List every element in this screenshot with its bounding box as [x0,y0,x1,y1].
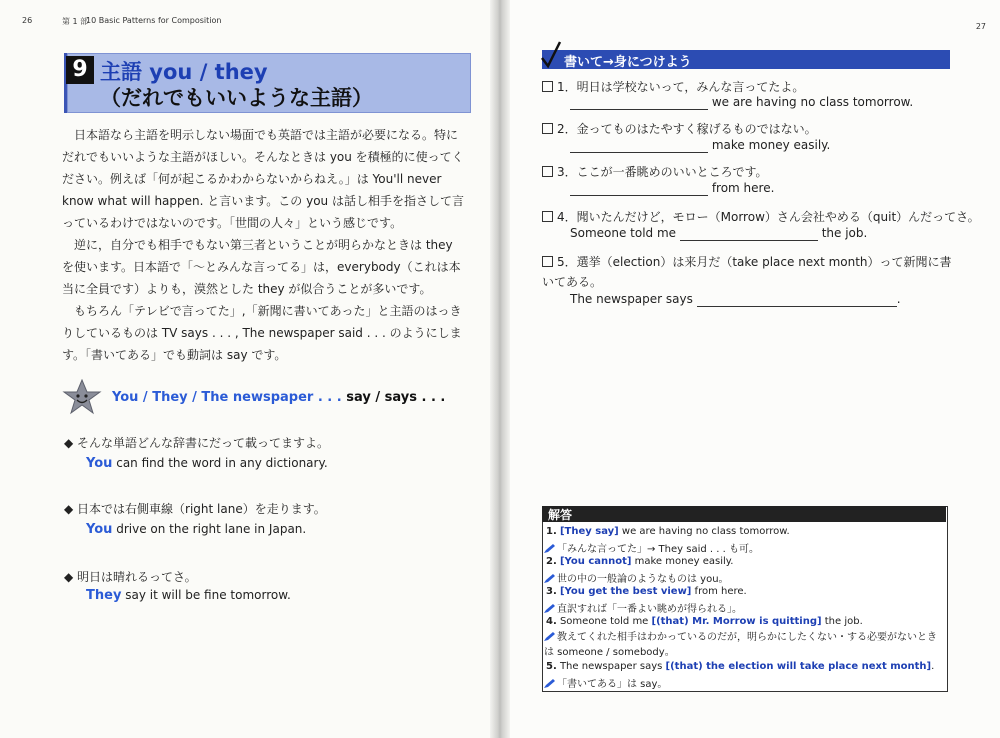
exercise-answer-line: The newspaper says . [570,292,901,306]
example-japanese: ◆ そんな単語どんな辞書にだって載ってますよ。 [64,436,330,450]
paragraph: 逆に，自分でも相手でもない第三者ということが明らかなときは they を使います。日本語で「～とみんな言ってる」は，everybody（これは本当に全員です）よりも，漠然とした they が似合うことが多いです。 [62,238,461,296]
left-page [0,0,496,738]
paragraph: もちろん「テレビで言ってた」,「新聞に書いてあった」と主語のはっきりしているものは TV says . . . , The newspaper said . . . のようにします。「書いてある」でも動詞は say です。 [62,304,462,362]
pencil-icon [544,632,555,641]
explanation-text [62,124,467,366]
page-number-right: 27 [975,22,986,31]
lesson-subtitle: （だれでもいいような主語） [100,86,373,110]
pencil-icon [544,544,555,553]
answer-item: 4. Someone told me [(that) Mr. Morrow is quitting] the job. [546,616,863,627]
page-number-left: 26 [22,16,33,25]
right-page [504,0,1000,738]
exercise-prompt: 5．選挙（election）は来月だ（take place next month）って新聞に書いてある。 [542,255,952,289]
checkbox[interactable] [542,123,553,134]
example-rest: can find the word in any dictionary. [112,456,328,470]
exercise-answer-line: make money easily. [570,138,830,153]
checkmark-icon [540,40,562,70]
answer-note: 「書いてある」は say。 [544,675,667,690]
example-rest: drive on the right lane in Japan. [112,522,307,536]
star-icon [62,379,102,415]
lesson-number: 9 [66,56,94,84]
answer-item: 5. The newspaper says [(that) the election will take place next month]. [546,661,935,672]
answer-blank[interactable] [570,181,708,196]
answer-key-title: 解答 [548,508,573,522]
book-gutter [490,0,510,738]
answer-note: 世の中の一般論のようなものは you。 [544,570,729,585]
exercise-answer-line: from here. [570,181,774,196]
pattern-verbs: say / says . . . [346,390,446,405]
answer-blank[interactable] [697,292,897,307]
pattern-label [112,390,445,405]
answer-blank[interactable] [680,226,818,241]
example-english [86,522,306,537]
pencil-icon [544,574,555,583]
answer-item: 3. [You get the best view] from here. [546,586,747,597]
exercise-prompt: 2．金ってものはたやすく稼げるものではない。 [542,120,817,137]
exercise-prompt: 1．明日は学校ないって，みんな言ってたよ。 [542,78,804,95]
lesson-title: 主語 you / they [100,60,268,84]
checkbox[interactable] [542,256,553,267]
answer-blank[interactable] [570,138,708,153]
paragraph: 日本語なら主語を明示しない場面でも英語では主語が必要になる。特にだれでもいいような主語がほしい。そんなときは you を積極的に使ってください。例えば「何が起こるかわからないからねえ。」は You'll never know what will happen. と言います。この you は話し相手を指さして言っているわけではないのです。「世間の人々」という感じです。 [62,128,464,230]
section-title: 書いて→身につけよう [564,55,692,70]
chapter-title: 10 Basic Patterns for Composition [86,16,222,25]
example-english [86,588,291,603]
pattern-subjects: You / They / The newspaper . . . [112,390,342,405]
answer-blank[interactable] [570,95,708,110]
answer-item: 2. [You cannot] make money easily. [546,556,734,567]
example-japanese: ◆ 明日は晴れるってさ。 [64,570,197,584]
pencil-icon [544,604,555,613]
example-japanese: ◆ 日本では右側車線（right lane）を走ります。 [64,502,326,516]
example-rest: say it will be fine tomorrow. [121,588,291,602]
answer-key-header [542,506,946,522]
answer-note: 教えてくれた相手はわかっているのだが，明らかにしたくない・する必要がないときは someone / somebody。 [544,632,937,658]
checkbox[interactable] [542,211,553,222]
example-subject: You [86,456,113,471]
answer-note: 「みんな言ってた」→ They said . . . も可。 [544,540,759,555]
example-subject: They [86,588,122,603]
example-subject: You [86,522,113,537]
exercise-prompt: 4．聞いたんだけど，モロー（Morrow）さん会社やめる（quit）んだってさ。 [542,208,980,225]
chapter-label: 第 1 部 [62,17,89,26]
pencil-icon [544,679,555,688]
answer-note: 直訳すれば「一番よい眺めが得られる」。 [544,600,742,615]
example-english [86,456,328,471]
answer-item: 1. [They say] we are having no class tomorrow. [546,526,790,537]
exercise-answer-line: we are having no class tomorrow. [570,95,913,110]
exercise-answer-line: Someone told me the job. [570,226,868,240]
exercise-prompt: 3．ここが一番眺めのいいところです。 [542,163,768,180]
checkbox[interactable] [542,166,553,177]
checkbox[interactable] [542,81,553,92]
